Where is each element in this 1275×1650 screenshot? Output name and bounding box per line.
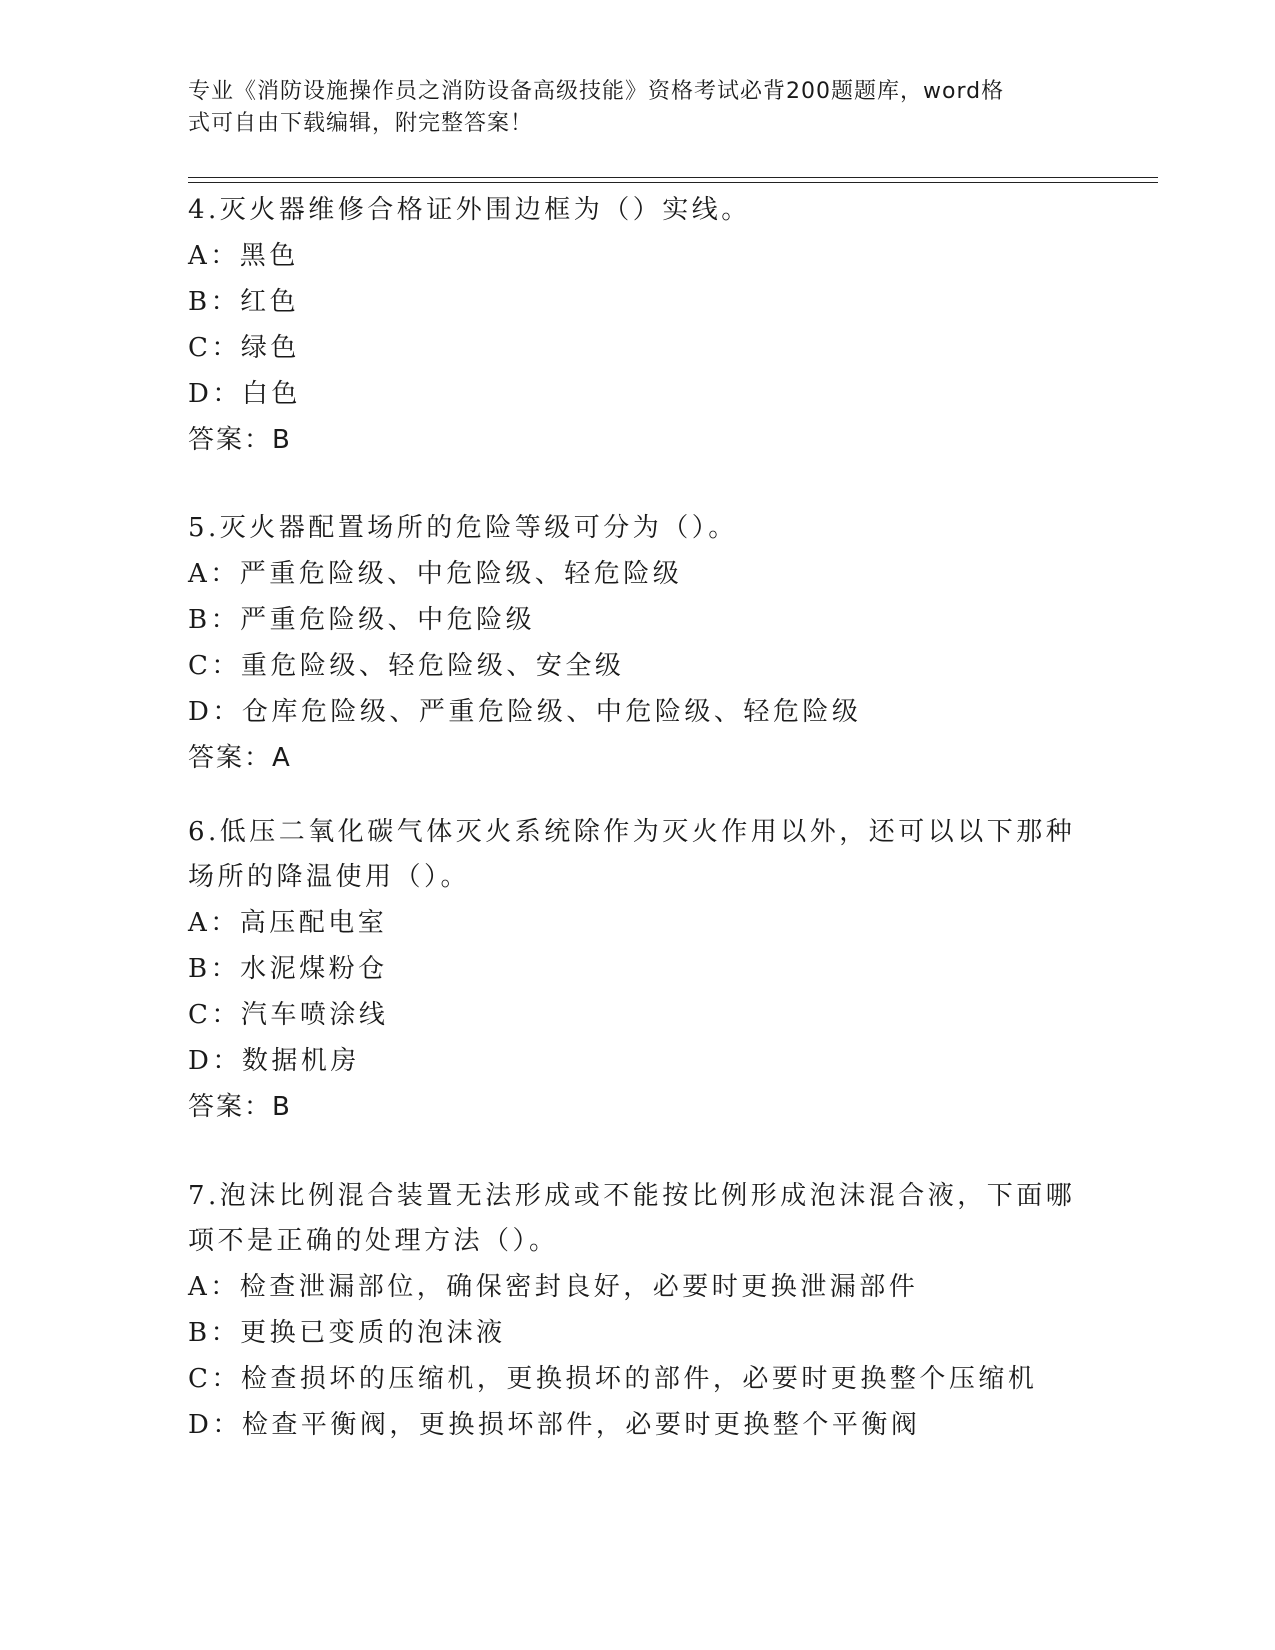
- question-block: [188, 506, 1088, 781]
- option-a: A：高压配电室: [188, 908, 388, 938]
- option-d: D：数据机房: [188, 1046, 360, 1076]
- option-b: B：红色: [188, 287, 300, 317]
- question-stem: 6.低压二氧化碳气体灭火系统除作为灭火作用以外，还可以以下那种: [188, 817, 1076, 847]
- answer: 答案：B: [188, 1092, 292, 1122]
- answer: 答案：B: [188, 425, 292, 455]
- option-c: C：绿色: [188, 333, 300, 363]
- option-a: A：严重危险级、中危险级、轻危险级: [188, 559, 683, 589]
- question-block: [188, 188, 1088, 463]
- option-a: A：检查泄漏部位，确保密封良好，必要时更换泄漏部件: [188, 1272, 919, 1302]
- option-b: B：水泥煤粉仓: [188, 954, 388, 984]
- header-line-1: 专业《消防设施操作员之消防设备高级技能》资格考试必背200题题库，word格: [188, 79, 1005, 104]
- option-b: B：严重危险级、中危险级: [188, 605, 536, 635]
- question-stem: 7.泡沫比例混合装置无法形成或不能按比例形成泡沫混合液，下面哪: [188, 1181, 1076, 1211]
- question-block: [188, 810, 1088, 1130]
- option-a: A：黑色: [188, 241, 299, 271]
- option-c: C：重危险级、轻危险级、安全级: [188, 651, 625, 681]
- option-c: C：检查损坏的压缩机，更换损坏的部件，必要时更换整个压缩机: [188, 1364, 1038, 1394]
- header-divider-top: [188, 177, 1158, 178]
- option-b: B：更换已变质的泡沫液: [188, 1318, 506, 1348]
- header-divider-bottom: [188, 182, 1158, 183]
- question-stem-continued: 项不是正确的处理方法（）。: [188, 1226, 559, 1256]
- option-c: C：汽车喷涂线: [188, 1000, 389, 1030]
- answer: 答案：A: [188, 743, 292, 773]
- question-stem: 4.灭火器维修合格证外围边框为（）实线。: [188, 195, 751, 225]
- question-stem-continued: 场所的降温使用（）。: [188, 862, 471, 892]
- option-d: D：检查平衡阀，更换损坏部件，必要时更换整个平衡阀: [188, 1410, 921, 1440]
- option-d: D：仓库危险级、严重危险级、中危险级、轻危险级: [188, 697, 862, 727]
- question-stem: 5.灭火器配置场所的危险等级可分为（）。: [188, 513, 738, 543]
- option-d: D：白色: [188, 379, 301, 409]
- question-block: [188, 1174, 1088, 1448]
- header-line-2: 式可自由下载编辑，附完整答案！: [188, 111, 534, 136]
- document-header: [188, 76, 1068, 140]
